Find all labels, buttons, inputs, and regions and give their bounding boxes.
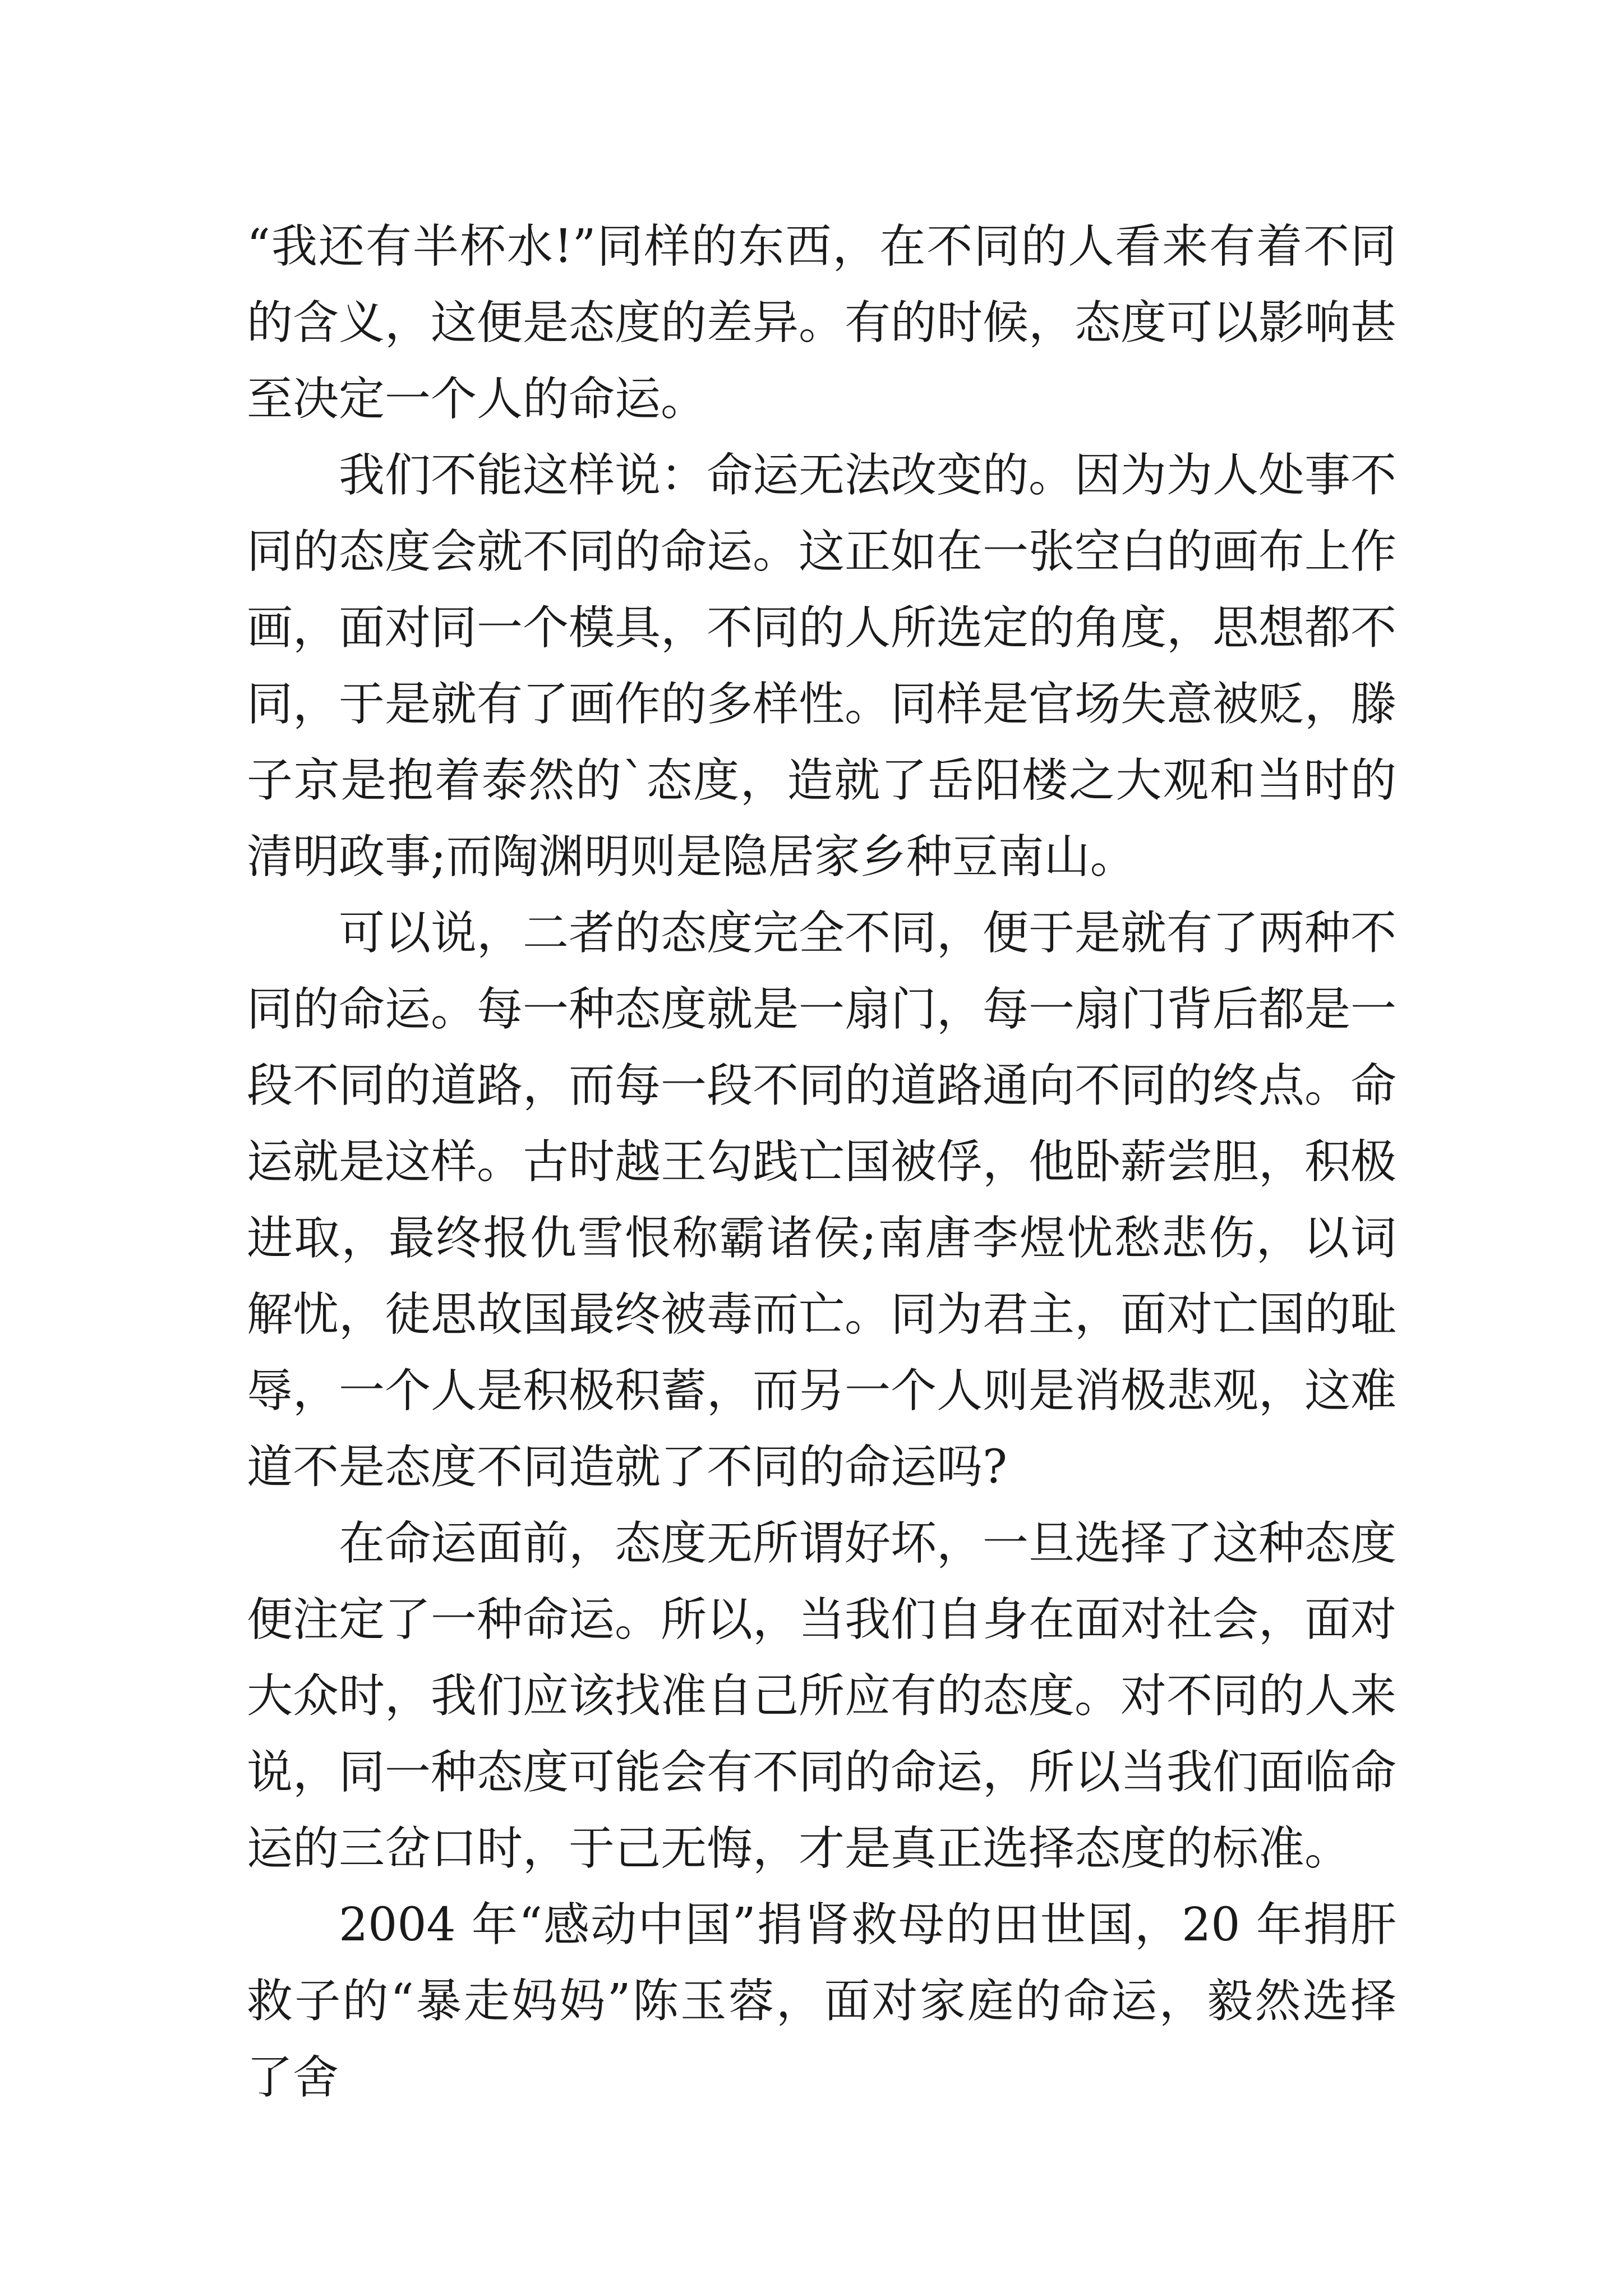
paragraph-2: 我们不能这样说：命运无法改变的。因为为人处事不同的态度会就不同的命运。这正如在一张空白的画布上作画，面对同一个模具，不同的人所选定的角度，思想都不同，于是就有了画作的多样性。同样是官场失意被贬，滕子京是抱着泰然的`态度，造就了岳阳楼之大观和当时的清明政事;而陶渊明则是隐居家乡种豆南山。 bbox=[247, 449, 1397, 884]
paragraph-4: 在命运面前，态度无所谓好坏，一旦选择了这种态度便注定了一种命运。所以，当我们自身在面对社会，面对大众时，我们应该找准自己所应有的态度。对不同的人来说，同一种态度可能会有不同的命运，所以当我们面临命运的三岔口时，于己无悔，才是真正选择态度的标准。 bbox=[247, 1517, 1397, 1875]
paragraph-3: 可以说，二者的态度完全不同，便于是就有了两种不同的命运。每一种态度就是一扇门，每一扇门背后都是一段不同的道路，而每一段不同的道路通向不同的终点。命运就是这样。古时越王勾践亡国被俘，他卧薪尝胆，积极进取，最终报仇雪恨称霸诸侯;南唐李煜忧愁悲伤，以词解忧，徒思故国最终被毒而亡。同为君主，面对亡国的耻辱，一个人是积极积蓄，而另一个人则是消极悲观，这难道不是态度不同造就了不同的命运吗? bbox=[247, 907, 1397, 1494]
essay-body bbox=[247, 209, 1396, 2116]
paragraph-1: “我还有半杯水!”同样的东西，在不同的人看来有着不同的含义，这便是态度的差异。有的时候，态度可以影响甚至决定一个人的命运。 bbox=[247, 220, 1397, 426]
paragraph-5: 2004 年“感动中国”捐肾救母的田世国，20 年捐肝救子的“暴走妈妈”陈玉蓉，面对家庭的命运，毅然选择了舍 bbox=[247, 1898, 1396, 2104]
